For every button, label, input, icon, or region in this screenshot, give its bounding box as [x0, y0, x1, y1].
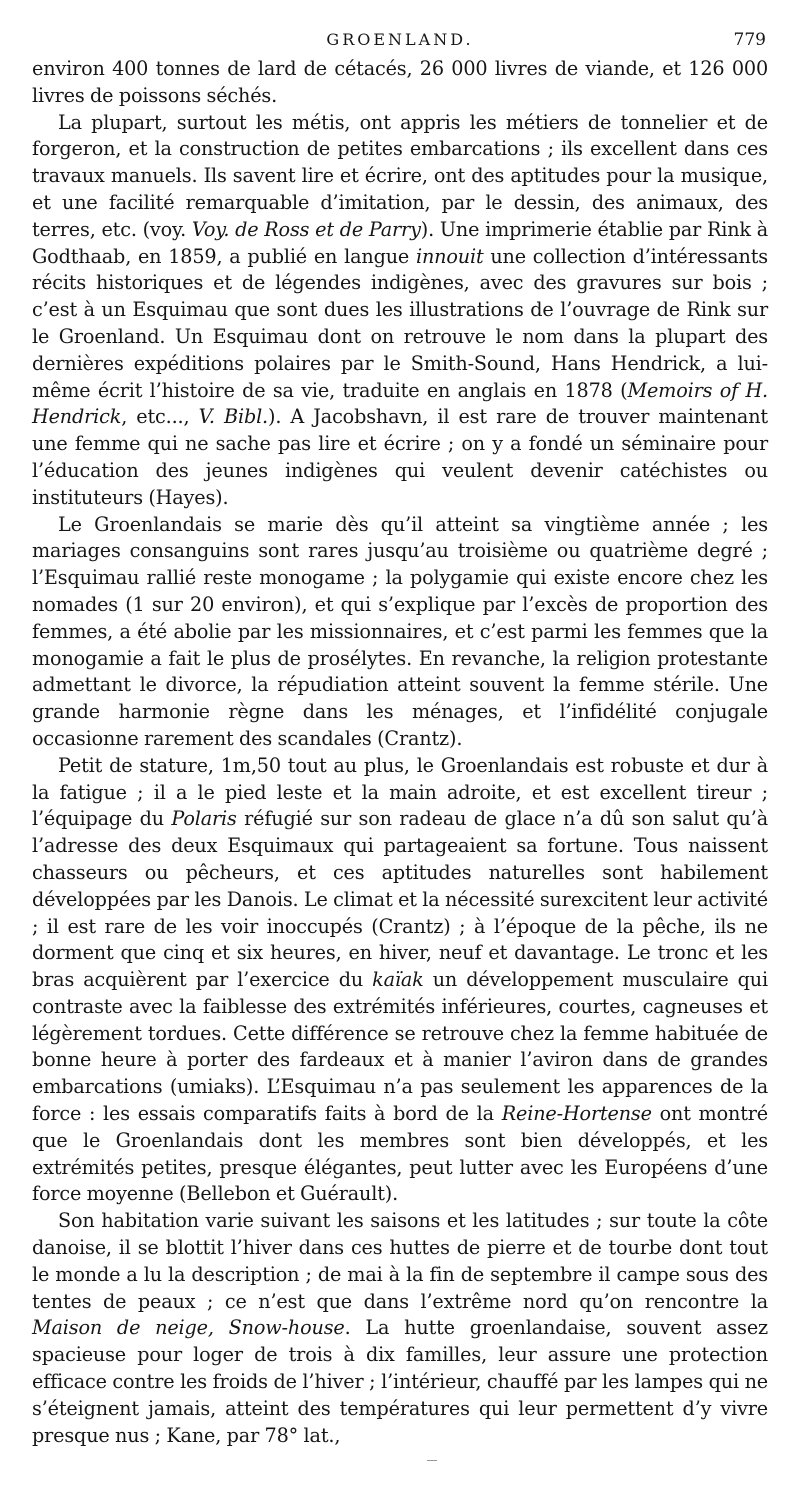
- text-run: ). A Jacobshavn, il est rare de trouver maintenant une femme qui ne sache pas lire et écrire ; on y a fondé un séminaire pour l’éducation des jeunes indigènes qui veulent devenir catéchistes ou instituteurs (Hayes).: [32, 405, 768, 509]
- text-run: Son habitation varie suivant les saisons et les latitudes ; sur toute la côte danoise, il se blottit l’hiver dans ces huttes de pierre et de tourbe dont tout le monde a lu la description ; de mai à la fin de septembre il campe sous des tentes de peaux ; ce n’est que dans l’extrême nord qu’on rencontre la: [32, 1209, 768, 1313]
- italic-text: Voy. de Ross et de Parry: [191, 217, 421, 241]
- paragraph: [32, 753, 768, 1209]
- text-run: Petit de stature, 1m,50 tout au plus, le Groenlandais est robuste et dur à la fatigue ; il a le pied leste et la main adroite, et est excellent tireur ; l’équipage du: [32, 753, 768, 831]
- italic-text: Polaris: [171, 807, 237, 831]
- text-run: réfugié sur son radeau de glace n’a dû son salut qu’à l’adresse des deux Esquimaux qui partageaient sa fortune. Tous naissent chasseurs ou pêcheurs, et ces aptitudes naturelles sont habilement développées par les Danois. Le climat et la nécessité surexcitent leur activité ; il est rare de les voir inoccupés (Crantz) ; à l’époque de la pêche, ils ne dorment que cinq et six heures, en hiver, neuf et davantage. Le tronc et les bras acquièrent par l’exercice du: [32, 807, 768, 992]
- italic-text: Reine-Hortense: [501, 1102, 652, 1126]
- text-run: une collection d’intéressants récits historiques et de légendes indigènes, avec des gravures sur bois ; c’est à un Esquimau que sont dues les illustrations de l’ouvrage de Rink sur le Groenland. Un Esquimau dont on retrouve le nom dans la plupart des dernières expéditions polaires par le Smith-Sound, Hans Hendrick, a lui-même écrit l’histoire de sa vie, traduite en anglais en 1878 (: [32, 244, 768, 402]
- paragraph: [32, 110, 768, 512]
- text-run: ont montré que le Groenlandais dont les membres sont bien développés, et les extrémités petites, presque élégantes, peut lutter avec les Européens d’une force moyenne (Bellebon et Guérault).: [32, 1102, 768, 1206]
- paragraph: [32, 56, 768, 110]
- footer-dash: [427, 1460, 437, 1461]
- paragraph: [32, 1208, 768, 1449]
- running-title: GROENLAND.: [326, 30, 474, 49]
- italic-text: Memoirs of H. Hendrick: [32, 378, 769, 429]
- text-run: environ 400 tonnes de lard de cétacés, 26 000 livres de viande, et 126 000 livres de poissons séchés.: [32, 57, 768, 107]
- italic-text: V. Bibl.: [198, 405, 269, 429]
- text-run: Le Groenlandais se marie dès qu’il atteint sa vingtième année ; les mariages consanguins sont rares jusqu’au troisième ou quatrième degré ; l’Esquimau rallié reste monogame ; la polygamie qui existe encore chez les nomades (1 sur 20 environ), et qui s’explique par l’excès de proportion des femmes, a été abolie par les missionnaires, et c’est parmi les femmes que la monogamie a fait le plus de prosélytes. En revanche, la religion protestante admettant le divorce, la répudiation atteint souvent la femme stérile. Une grande harmonie règne dans les ménages, et l’infidélité conjugale occasionne rarement des scandales (Crantz).: [32, 512, 768, 750]
- italic-text: innouit: [415, 244, 484, 268]
- italic-text: Maison de neige, Snow-house: [32, 1316, 345, 1340]
- body-text: [32, 56, 768, 1449]
- page-number: 779: [733, 30, 766, 50]
- page: [32, 26, 768, 1449]
- text-run: . La hutte groenlandaise, souvent assez spacieuse pour loger de trois à dix familles, leur assure une protection efficace contre les froids de l’hiver ; l’intérieur, chauffé par les lampes qui ne s’éteignent jamais, atteint des températures qui leur permettent d’y vivre presque nus ; Kane, par 78° lat.,: [32, 1316, 768, 1447]
- running-head: [32, 26, 768, 56]
- text-run: La plupart, surtout les métis, ont appris les métiers de tonnelier et de forgeron, et la construction de petites embarcations ; ils excellent dans ces travaux manuels. Ils savent lire et écrire, ont des aptitudes pour la musique, et une facilité remarquable d’imitation, par le dessin, des animaux, des terres, etc. (voy.: [32, 110, 768, 241]
- text-run: ). Une imprimerie établie par Rink à Godthaab, en 1859, a publié en langue: [32, 217, 768, 268]
- text-run: , etc...,: [121, 405, 199, 429]
- italic-text: kaïak: [372, 968, 424, 992]
- text-run: un développement musculaire qui contraste avec la faiblesse des extrémités inférieures, courtes, cagneuses et légèrement tordues. Cette différence se retrouve chez la femme habituée de bonne heure à porter des fardeaux et à manier l’aviron dans de grandes embarcations (umiaks). L’Esquimau n’a pas seulement les apparences de la force : les essais comparatifs faits à bord de la: [32, 968, 769, 1126]
- paragraph: [32, 512, 768, 753]
